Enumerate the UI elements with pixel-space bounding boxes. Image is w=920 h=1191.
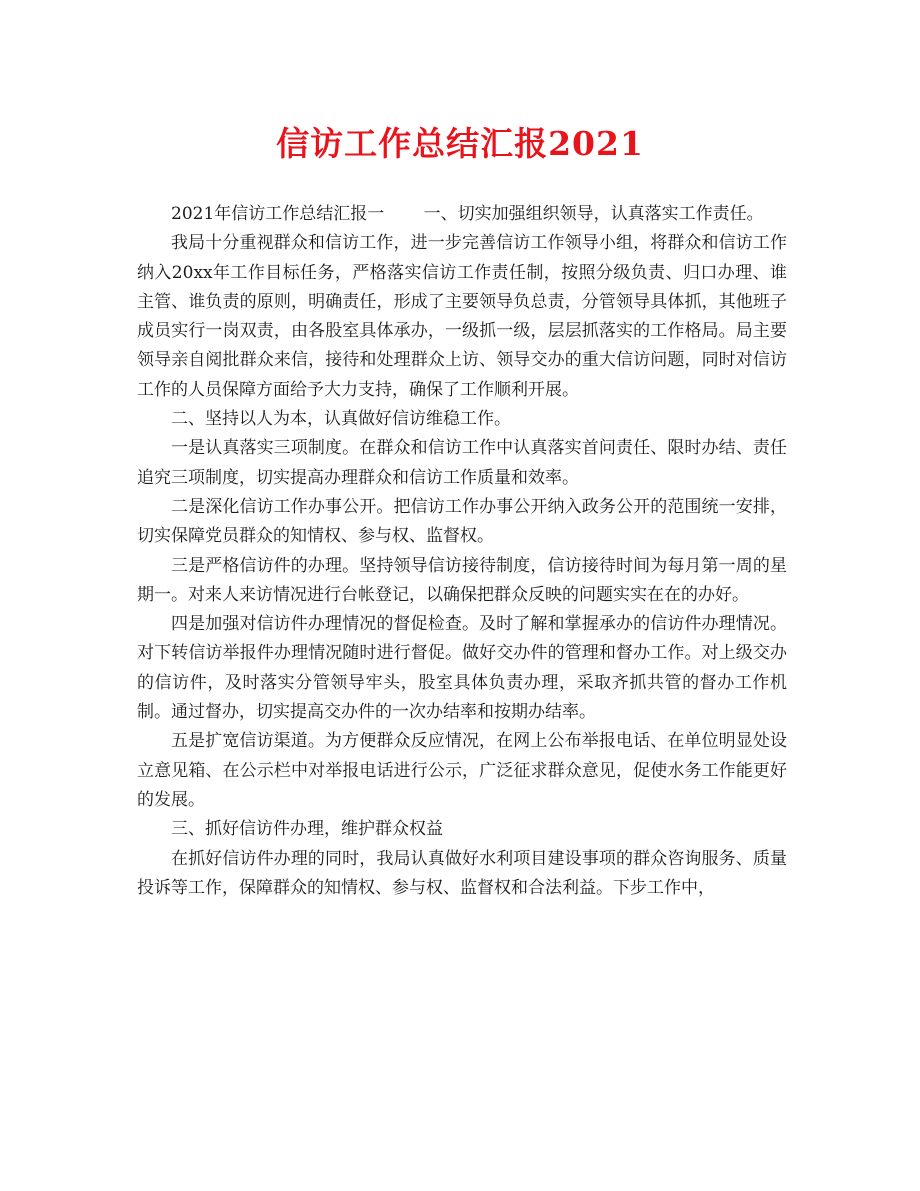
paragraph-7: 四是加强对信访件办理情况的督促检查。及时了解和掌握承办的信访件办理情况。对下转信访举报件办理情况随时进行督促。做好交办件的管理和督办工作。对上级交办的信访件，及时落实分管领导牢头，股室具体负责办理，采取齐抓共管的督办工作机制。通过督办，切实提高交办件的一次办结率和按期办结率。 (137, 614, 787, 723)
paragraph-3: 二、坚持以人为本，认真做好信访维稳工作。 (171, 409, 511, 430)
paragraph-10: 在抓好信访件办理的同时，我局认真做好水利项目建设事项的群众咨询服务、质量投诉等工作，保障群众的知情权、参与权、监督权和合法利益。下步工作中， (137, 848, 787, 898)
paragraph-8: 五是扩宽信访渠道。为方便群众反应情况，在网上公布举报电话、在单位明显处设立意见箱、在公示栏中对举报电话进行公示，广泛征求群众意见，促使水务工作能更好的发展。 (137, 731, 787, 810)
document-body (137, 200, 787, 903)
paragraph-9: 三、抓好信访件办理，维护群众权益 (171, 819, 443, 840)
paragraph-1: 2021年信访工作总结汇报一 一、切实加强组织领导，认真落实工作责任。 (171, 204, 764, 224)
paragraph-6: 三是严格信访件的办理。坚持领导信访接待制度，信访接待时间为每月第一周的星期一。对来人来访情况进行台帐登记，以确保把群众反映的问题实实在在的办好。 (137, 555, 787, 605)
document-title: 信访工作总结汇报2021 (276, 124, 644, 163)
paragraph-2: 我局十分重视群众和信访工作，进一步完善信访工作领导小组，将群众和信访工作纳入20xx年工作目标任务，严格落实信访工作责任制，按照分级负责、归口办理、谁主管、谁负责的原则，明确责任，形成了主要领导负总责，分管领导具体抓，其他班子成员实行一岗双责，由各股室具体承办，一级抓一级，层层抓落实的工作格局。局主要领导亲自阅批群众来信，接待和处理群众上访、领导交办的重大信访问题，同时对信访工作的人员保障方面给予大力支持，确保了工作顺利开展。 (137, 233, 787, 400)
paragraph-4: 一是认真落实三项制度。在群众和信访工作中认真落实首问责任、限时办结、责任追究三项制度，切实提高办理群众和信访工作质量和效率。 (137, 438, 787, 488)
paragraph-5: 二是深化信访工作办事公开。把信访工作办事公开纳入政务公开的范围统一安排，切实保障党员群众的知情权、参与权、监督权。 (137, 496, 787, 547)
